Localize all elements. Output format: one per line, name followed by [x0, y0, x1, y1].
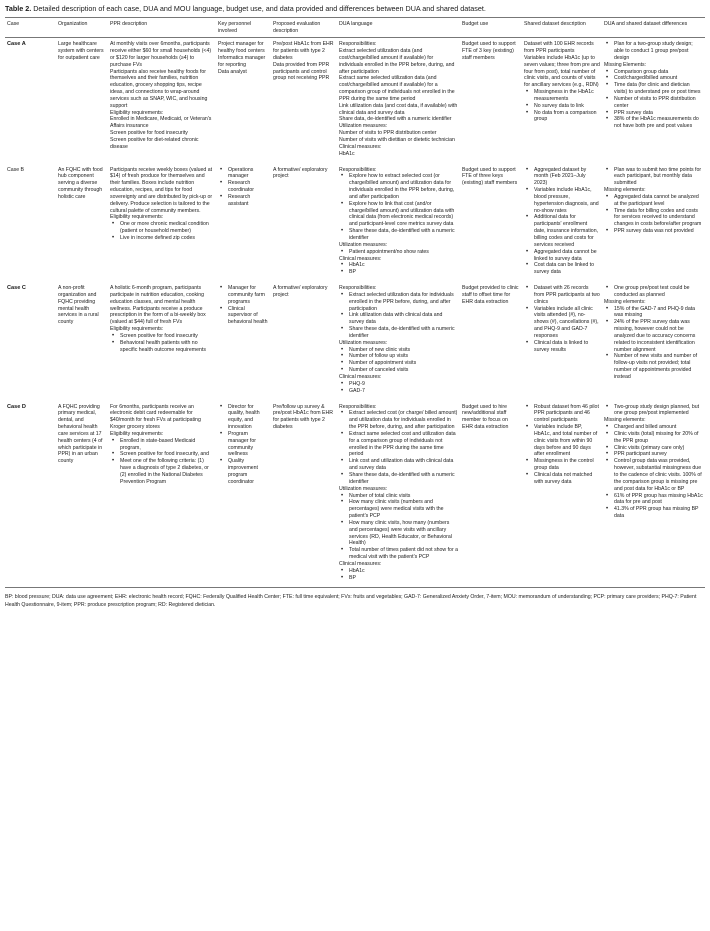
- cell-line: Dataset with 100 EHR records from PPR participants: [524, 41, 594, 55]
- bullet-item: • One group pre/post test could be conducted as planned: [604, 285, 703, 299]
- header-dua-language: DUA language: [339, 21, 373, 27]
- cell-line: Screen positive for food insecurity: [110, 130, 188, 137]
- organization-cell: Large healthcare system with centers for outpatient care: [58, 41, 104, 61]
- ppr-description-cell: [108, 401, 216, 588]
- bullet-item: • Number of canceled visits: [339, 367, 458, 374]
- bullet-item: • BP: [339, 575, 458, 582]
- cell-line: Eligibility requirements:: [110, 109, 164, 116]
- cell-line: Missing elements:: [604, 417, 646, 424]
- cell-line: Informatics manager for reporting: [218, 54, 266, 68]
- bullet-item: • Extract same selected cost and utilization data for a comparison group of individuals not enrolled in the PPR during the same time period: [339, 431, 458, 458]
- bullet-item: • Share these data, de-identified with a numeric identifier: [339, 228, 458, 242]
- bullet-item: • Explore how to link that cost (and/or charge/billed amount) and utilization data with clinical data (from electronic medical records) and participant-level core metrics survey data: [339, 201, 458, 228]
- bullet-list: [604, 194, 703, 235]
- bullet-list: [339, 568, 458, 582]
- case-label: Case C: [7, 285, 26, 292]
- bullet-item: • Quality improvement program coordinator: [218, 458, 269, 485]
- bullet-item: • Operations manager: [218, 167, 269, 181]
- bullet-item: • GAD-7: [339, 388, 458, 395]
- bullet-list: [339, 381, 458, 395]
- bullet-list: [339, 410, 458, 485]
- cell-line: Link utilization data (and cost data, if available) with clinical data and survey data: [339, 102, 458, 116]
- bullet-list: [339, 347, 458, 374]
- shared-dataset-cell: [522, 401, 602, 588]
- dua-language-cell: [337, 164, 460, 283]
- bullet-item: • Comparison group data: [604, 69, 703, 76]
- cell-line: Eligibility requirements:: [110, 214, 164, 221]
- bullet-list: [524, 285, 600, 353]
- bullet-item: • Explore how to extract selected cost (or charge/billed amount) and utilization data for individuals enrolled in the PPR before, during, and after participation: [339, 173, 458, 200]
- ppr-description-cell: [108, 282, 216, 401]
- bullet-item: • 15% of the GAD-7 and PHQ-9 data was missing: [604, 306, 703, 320]
- table-row: [5, 38, 705, 164]
- bullet-item: • Research assistant: [218, 194, 269, 208]
- bullet-item: • Research coordinator: [218, 180, 269, 194]
- bullet-item: • Director for quality, health equity, and innovation: [218, 404, 269, 431]
- shared-dataset-cell: [522, 164, 602, 283]
- bullet-item: • Clinical data not matched with survey data: [524, 472, 600, 486]
- bullet-item: • Charged and billed amount: [604, 424, 703, 431]
- bullet-item: • Number of follow up visits: [339, 353, 458, 360]
- bullet-item: • Extract selected cost (or charge/ billed amount) and utilization data for individuals enrolled in the PPR before, during, and after participation: [339, 410, 458, 431]
- budget-use-cell: Budget used to hire new/additional staff member to focus on EHR data extraction: [462, 403, 509, 431]
- bullet-item: • 41.3% of PPR group has missing BP data: [604, 506, 703, 520]
- cell-line: Eligibility requirements:: [110, 430, 164, 437]
- bullet-item: • Number of total clinic visits: [339, 493, 458, 500]
- budget-use-cell: Budget provided to clinic staff to offset time for EHR data extraction: [462, 285, 519, 305]
- bullet-item: • Program manager for community wellness: [218, 431, 269, 458]
- dua-language-cell: [337, 38, 460, 164]
- key-personnel-cell: [216, 401, 271, 588]
- table-footnote: BP: blood pressure; DUA: data use agreement; EHR: electronic health record; FQHC: Federally Qualified Health Center; FTE: full time equivalent; FVs: fruits and vegetables; GAD-7: Generalized Anxiety Order, 7-item; MOU: memorandum of understanding; PCP: primary care providers; PHQ-7: Patient Health Questionnaire, 9-item; PPR: produce prescription program; RD: Registered dietician.: [5, 594, 697, 609]
- bullet-item: • Control group data was provided, however, substantial missingness due to the cadence of clinic visits. 100% of the comparison group is missing pre and post data for HbA1c or BP: [604, 458, 703, 492]
- cell-line: Missing Elements:: [604, 61, 647, 68]
- cell-line: Responsibilities:: [339, 166, 377, 173]
- bullet-item: • Clinic visits (primary care only): [604, 445, 703, 452]
- shared-dataset-cell: [522, 38, 602, 164]
- cell-line: A formative/ exploratory project: [273, 285, 328, 298]
- bullet-item: • Total number of times patient did not show for a medical visit with the patient's PCP: [339, 547, 458, 561]
- bullet-item: • Cost data can be linked to survey data: [524, 262, 600, 276]
- differences-cell: [602, 401, 705, 588]
- bullet-item: • Additional data for participants' enrollment date, insurance information, billing codes and costs for services received: [524, 214, 600, 248]
- cell-line: Utilization measures:: [339, 339, 388, 346]
- cell-line: Utilization measures:: [339, 485, 388, 492]
- case-label: Case A: [7, 41, 26, 48]
- bullet-item: • Variables include all clinic visits attended (#), no-shows (#), cancellations (#), and PHQ-9 and GAD-7 responses: [524, 306, 600, 340]
- bullet-list: [604, 404, 703, 418]
- bullet-item: • HbA1c: [339, 262, 458, 269]
- bullet-list: [604, 285, 703, 299]
- bullet-list: [604, 41, 703, 62]
- bullet-item: • 61% of PPR group has missing HbA1c data for pre and post: [604, 493, 703, 507]
- bullet-item: • Number of new clinic visits: [339, 347, 458, 354]
- bullet-item: • PHQ-9: [339, 381, 458, 388]
- table-label: Table 2.: [5, 4, 32, 13]
- cell-line: Screen positive for diet-related chronic disease: [110, 137, 199, 150]
- cell-line: Clinical measures:: [339, 143, 382, 150]
- cell-line: Project manager for healthy food centers: [218, 41, 265, 55]
- bullet-item: • Number of appointment visits: [339, 360, 458, 367]
- cell-line: Clinical measures:: [339, 255, 382, 262]
- bullet-item: • Clinic visits (total) missing for 20% of the PPR group: [604, 431, 703, 445]
- cell-line: At monthly visits over 6months, participants receive either $60 for small households (<4) or $120 for larger households (≥4) to purchase FVs: [110, 41, 212, 68]
- shared-dataset-cell: [522, 282, 602, 401]
- bullet-item: • No survey data to link: [524, 103, 600, 110]
- bullet-item: • Extract selected utilization data for individuals enrolled in the PPR before, during, and after participation: [339, 292, 458, 313]
- ppr-description-cell: [108, 164, 216, 283]
- bullet-item: • No data from a comparison group: [524, 110, 600, 124]
- header-shared-dataset: Shared dataset description: [524, 21, 586, 27]
- bullet-list: [339, 173, 458, 241]
- bullet-item: • Time data (for clinic and dietician visits) to understand pre or post times: [604, 82, 703, 96]
- cell-line: Utilization measures:: [339, 241, 388, 248]
- header-organization: Organization: [58, 21, 88, 27]
- cell-line: Data provided from PPR participants and control group not receiving PPR: [273, 61, 330, 82]
- cell-line: Eligibility requirements:: [110, 326, 164, 333]
- case-label: Case D: [7, 403, 26, 410]
- evaluation-cell: [271, 164, 337, 283]
- bullet-item: • Aggregated data cannot be linked to survey data: [524, 249, 600, 263]
- case-label: Case B: [7, 166, 25, 173]
- key-personnel-cell: [216, 282, 271, 401]
- bullet-item: • HbA1c: [339, 568, 458, 575]
- bullet-item: • 38% of the HbA1c measurements do not have both pre and post values: [604, 116, 703, 130]
- bullet-item: • Missingness in the control group data: [524, 458, 600, 472]
- key-personnel-cell: [216, 38, 271, 164]
- bullet-item: • Time data for billing codes and costs for services received to understand changes in costs before/after program: [604, 208, 703, 229]
- header-budget-use: Budget use: [462, 21, 489, 27]
- header-ppr-description: PPR description: [110, 21, 148, 27]
- evaluation-cell: [271, 401, 337, 588]
- bullet-item: • BP: [339, 269, 458, 276]
- cell-line: Clinical measures:: [339, 374, 382, 380]
- bullet-item: • Enrolled in state-based Medicaid program,: [110, 438, 214, 452]
- bullet-item: • Variables include HbA1c, blood pressure, hypertension diagnosis, and no-show rates: [524, 187, 600, 214]
- bullet-item: • Clinical supervisor of behavioral health: [218, 306, 269, 327]
- cell-line: A formative/ exploratory project: [273, 166, 328, 180]
- bullet-list: [218, 167, 269, 208]
- bullet-item: • How many clinic visits (numbers and percentages) were medical visits with the patient's PCP: [339, 499, 458, 520]
- bullet-list: [339, 249, 458, 256]
- cell-line: Missing elements:: [604, 298, 646, 305]
- cell-line: Participants also receive healthy foods for themselves and their families, nutrition education, grocery shopping tips, recipe ideas, and connections to wrap-around services such as SNAP, WIC, and housing support: [110, 68, 208, 109]
- dua-language-cell: [337, 282, 460, 401]
- evaluation-cell: [271, 282, 337, 401]
- table-row: [5, 282, 705, 401]
- bullet-item: • Share these data, de-identified with a numeric identifier: [339, 472, 458, 486]
- evaluation-cell: [271, 38, 337, 164]
- bullet-item: • Variables include BP, HbA1c, and total number of clinic visits from within 90 days before and 90 days after enrollment: [524, 424, 600, 458]
- differences-cell: [602, 282, 705, 401]
- budget-use-cell: Budget used to support FTE of three keys (existing) staff members: [462, 166, 518, 187]
- bullet-list: [524, 167, 600, 277]
- cell-line: Missing elements:: [604, 187, 646, 194]
- cell-line: Pre/follow up survey & pre/post HbA1c from EHR for patients with type 2 diabetes: [273, 403, 333, 431]
- bullet-item: • PPR survey data was not provided: [604, 228, 703, 235]
- cell-line: Responsibilities:: [339, 285, 377, 292]
- bullet-list: [604, 167, 703, 188]
- cell-line: Share data, de-identified with a numeric identifier: [339, 116, 452, 123]
- bullet-list: [339, 493, 458, 561]
- bullet-item: • Dataset with 26 records from PPR participants at two clinics: [524, 285, 600, 306]
- bullet-item: • Screen positive for food insecurity, and: [110, 451, 214, 458]
- table-row: [5, 164, 705, 283]
- bullet-item: • Patient appointment/no show rates: [339, 249, 458, 256]
- bullet-list: [524, 89, 600, 123]
- bullet-list: [524, 404, 600, 486]
- bullet-item: • Cost/charged/billed amount: [604, 75, 703, 82]
- cell-line: Extract selected utilization data (and cost/charge/billed amount if available) for individuals enrolled in the PPR before, during, and after participation: [339, 48, 455, 75]
- organization-cell: A FQHC providing primary medical, dental, and behavioral health care services at 17 health centers (4 of which participate in PPR) in an urban county: [58, 403, 103, 465]
- bullet-list: [110, 438, 214, 486]
- cell-line: HbA1c: [339, 150, 355, 157]
- ppr-description-cell: [108, 38, 216, 164]
- header-row: [5, 18, 705, 38]
- cell-line: For 6months, participants receive an electronic debit card redeemable for $40/month for fresh FVs at participating Kroger grocery stores: [110, 403, 201, 431]
- cell-line: Participants receive weekly boxes (valued at $14) of fresh produce for themselves and their families. Boxes include nutrition education, recipes, and tips for food sovereignty and are distributed by pick-up or delivery. Produce selection is tailored to the cultural palette of community members.: [110, 166, 213, 214]
- organization-cell: An FQHC with food hub component serving a diverse community through holistic care: [58, 166, 103, 200]
- bullet-item: • Manager for community farm programs: [218, 285, 269, 306]
- bullet-list: [604, 69, 703, 131]
- table-row: [5, 401, 705, 588]
- bullet-item: • Screen positive for food insecurity: [110, 333, 214, 340]
- bullet-item: • Behavioral health patients with no specific health outcome requirements: [110, 340, 214, 354]
- bullet-item: • How many clinic visits, how many (numbers and percentages) were visits with ancillary services (RD, Health Educator, or Behavioral Health): [339, 520, 458, 547]
- bullet-list: [110, 333, 214, 354]
- bullet-item: • Link utilization data with clinical data and survey data: [339, 312, 458, 326]
- table-body: [5, 38, 705, 588]
- bullet-item: • Aggregated data cannot be analyzed at the participant level: [604, 194, 703, 208]
- cell-line: Data analyst: [218, 68, 247, 75]
- table-caption: [5, 4, 705, 13]
- bullet-item: • Plan was to submit two time points for each participant, but monthly data submitted: [604, 167, 703, 188]
- bullet-list: [218, 285, 269, 326]
- key-personnel-cell: [216, 164, 271, 283]
- bullet-list: [339, 262, 458, 276]
- bullet-item: • PPR participant survey: [604, 451, 703, 458]
- bullet-item: • Link cost and utilization data with clinical data and survey data: [339, 458, 458, 472]
- bullet-list: [604, 306, 703, 381]
- bullet-item: • One or more chronic medical condition (patient or household member): [110, 221, 214, 235]
- cell-line: A holistic 6-month program, participants participate in nutrition education, cooking education classes, and mental health wellness. Participants receive a produce prescription in the form of a bi-weekly box (valued at $44) full of fresh FVs: [110, 285, 206, 326]
- cell-line: Variables include HbA1c (up to seven values; three from pre and four from post), total number of clinic visits, and counts of visits for ancillary services (e.g., RDN): [524, 54, 600, 89]
- cell-line: Pre/post HbA1c from EHR for patients with type 2 diabetes: [273, 41, 334, 61]
- cell-line: Number of visits with dietitian or dietetic technician: [339, 137, 455, 143]
- bullet-item: • Aggregated dataset by month (Feb 2021–July 2023): [524, 167, 600, 188]
- header-proposed-evaluation: Proposed evaluation description: [273, 21, 321, 34]
- bullet-item: • Meet one of the following criteria: (1) have a diagnosis of type 2 diabetes, or (2) enrolled in the National Diabetes Prevention Program: [110, 458, 214, 485]
- bullet-item: • PPR survey data: [604, 110, 703, 117]
- header-differences: DUA and shared dataset differences: [604, 21, 688, 27]
- differences-cell: [602, 38, 705, 164]
- bullet-item: • Live in income defined zip codes: [110, 235, 214, 242]
- bullet-item: • Clinical data is linked to survey results: [524, 340, 600, 354]
- cell-line: Responsibilities:: [339, 41, 377, 48]
- cell-line: Utilization measures:: [339, 123, 388, 130]
- bullet-item: • Number of new visits and number of follow-up visits not provided; total number of appointments provided instead: [604, 353, 703, 380]
- differences-cell: [602, 164, 705, 283]
- bullet-item: • Missingness in the HbA1c measurements: [524, 89, 600, 103]
- bullet-item: • Number of visits to PPR distribution center: [604, 96, 703, 110]
- header-case: Case: [7, 21, 20, 27]
- bullet-list: [339, 292, 458, 340]
- bullet-item: • Robust dataset from 46 pilot PPR participants and 46 control participants: [524, 404, 600, 425]
- bullet-item: • Share these data, de-identified with a numeric identifier: [339, 326, 458, 340]
- bullet-item: • Plan for a two-group study design; able to conduct 1 group pre/post design: [604, 41, 703, 62]
- cell-line: Enrolled in Medicare, Medicaid, or Veteran's Affairs insurance: [110, 116, 212, 130]
- bullet-list: [604, 424, 703, 520]
- bullet-list: [218, 404, 269, 486]
- table-title: Detailed description of each case, DUA and MOU language, budget use, and data provided and differences between DUA and shared dataset.: [33, 4, 486, 13]
- bullet-item: • 24% of the PPR survey data was missing, however could not be analyzed due to accuracy concerns related to inconsistent identification number alignment: [604, 319, 703, 353]
- dua-language-cell: [337, 401, 460, 588]
- organization-cell: A non-profit organization and FQHC providing mental health services in a rural county: [58, 285, 99, 326]
- cell-line: Responsibilities:: [339, 403, 377, 410]
- cell-line: Clinical measures:: [339, 560, 382, 567]
- cell-line: Number of visits to PPR distribution center: [339, 130, 437, 137]
- bullet-list: [110, 221, 214, 242]
- bullet-item: • Two-group study design planned, but one group pre/post implemented: [604, 404, 703, 418]
- header-key-personnel: Key personnel involved: [218, 21, 252, 34]
- data-table: [5, 17, 705, 588]
- cell-line: Extract same selected utilization data (and cost/charge/billed amount if available) for a comparison group of individuals not enrolled in the PPR during the same time period: [339, 75, 455, 102]
- budget-use-cell: Budget used to support FTE of 3 key (existing) staff members: [462, 41, 516, 61]
